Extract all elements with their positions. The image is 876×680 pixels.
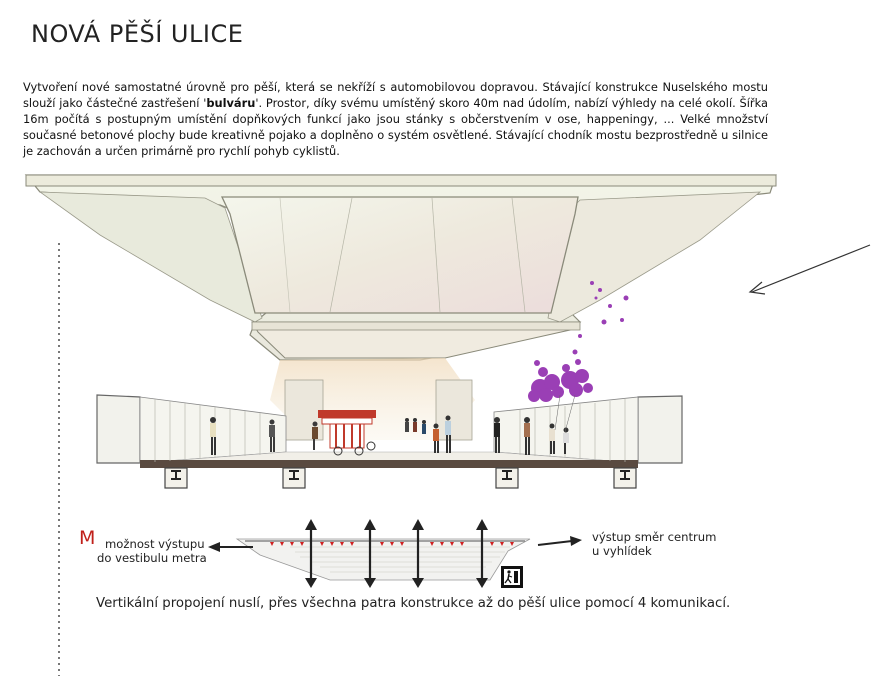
metro-exit-label-line1: možnost výstupu bbox=[105, 537, 205, 551]
center-exit-label-line2: u vyhlídek bbox=[592, 544, 652, 558]
page-title: NOVÁ PĚŠÍ ULICE bbox=[31, 20, 244, 48]
intro-text-2: '. Prostor, díky svému umístěný skoro 40m nad údolím, nabízí výhledy na celé okolí. Šířka 16m počítá s postupným umístění dopňkových funkcí jako jsou stánky s občerstvením v ose, happeningy, ... Velké množství současné betonové plochy bude kreativně pojako a doplněno o systém osvětlené. Stávající chodník mostu bezprostředně u silnice je zachován a určen primárně pro rychlí pohyb cyklistů. bbox=[23, 96, 768, 159]
mini-section-diagram bbox=[237, 539, 530, 580]
metro-exit-label-line2: do vestibulu metra bbox=[97, 551, 207, 565]
center-exit-label bbox=[592, 530, 716, 558]
metro-exit-label bbox=[97, 537, 207, 565]
intro-text-1: Vytvoření nové samostatné úrovně pro pěší, která se nekříží s automobilovou dopravou. Stávající konstrukce Nuselského mostu slouží jako částečné zastřešení ' bbox=[23, 80, 768, 111]
pier-right bbox=[436, 380, 472, 440]
diagram-caption: Vertikální propojení nuslí, přes všechna patra konstrukce až do pěší ulice pomocí 4 komunikací. bbox=[96, 596, 731, 611]
pointer-arrow bbox=[750, 245, 870, 294]
exit-sign-icon bbox=[501, 566, 523, 588]
intro-bold-word: bulváru bbox=[206, 96, 256, 111]
support-beams bbox=[165, 468, 636, 488]
center-exit-label-line1: výstup směr centrum bbox=[592, 530, 717, 544]
metro-icon: M bbox=[79, 527, 96, 549]
bridge-girder bbox=[26, 175, 776, 360]
